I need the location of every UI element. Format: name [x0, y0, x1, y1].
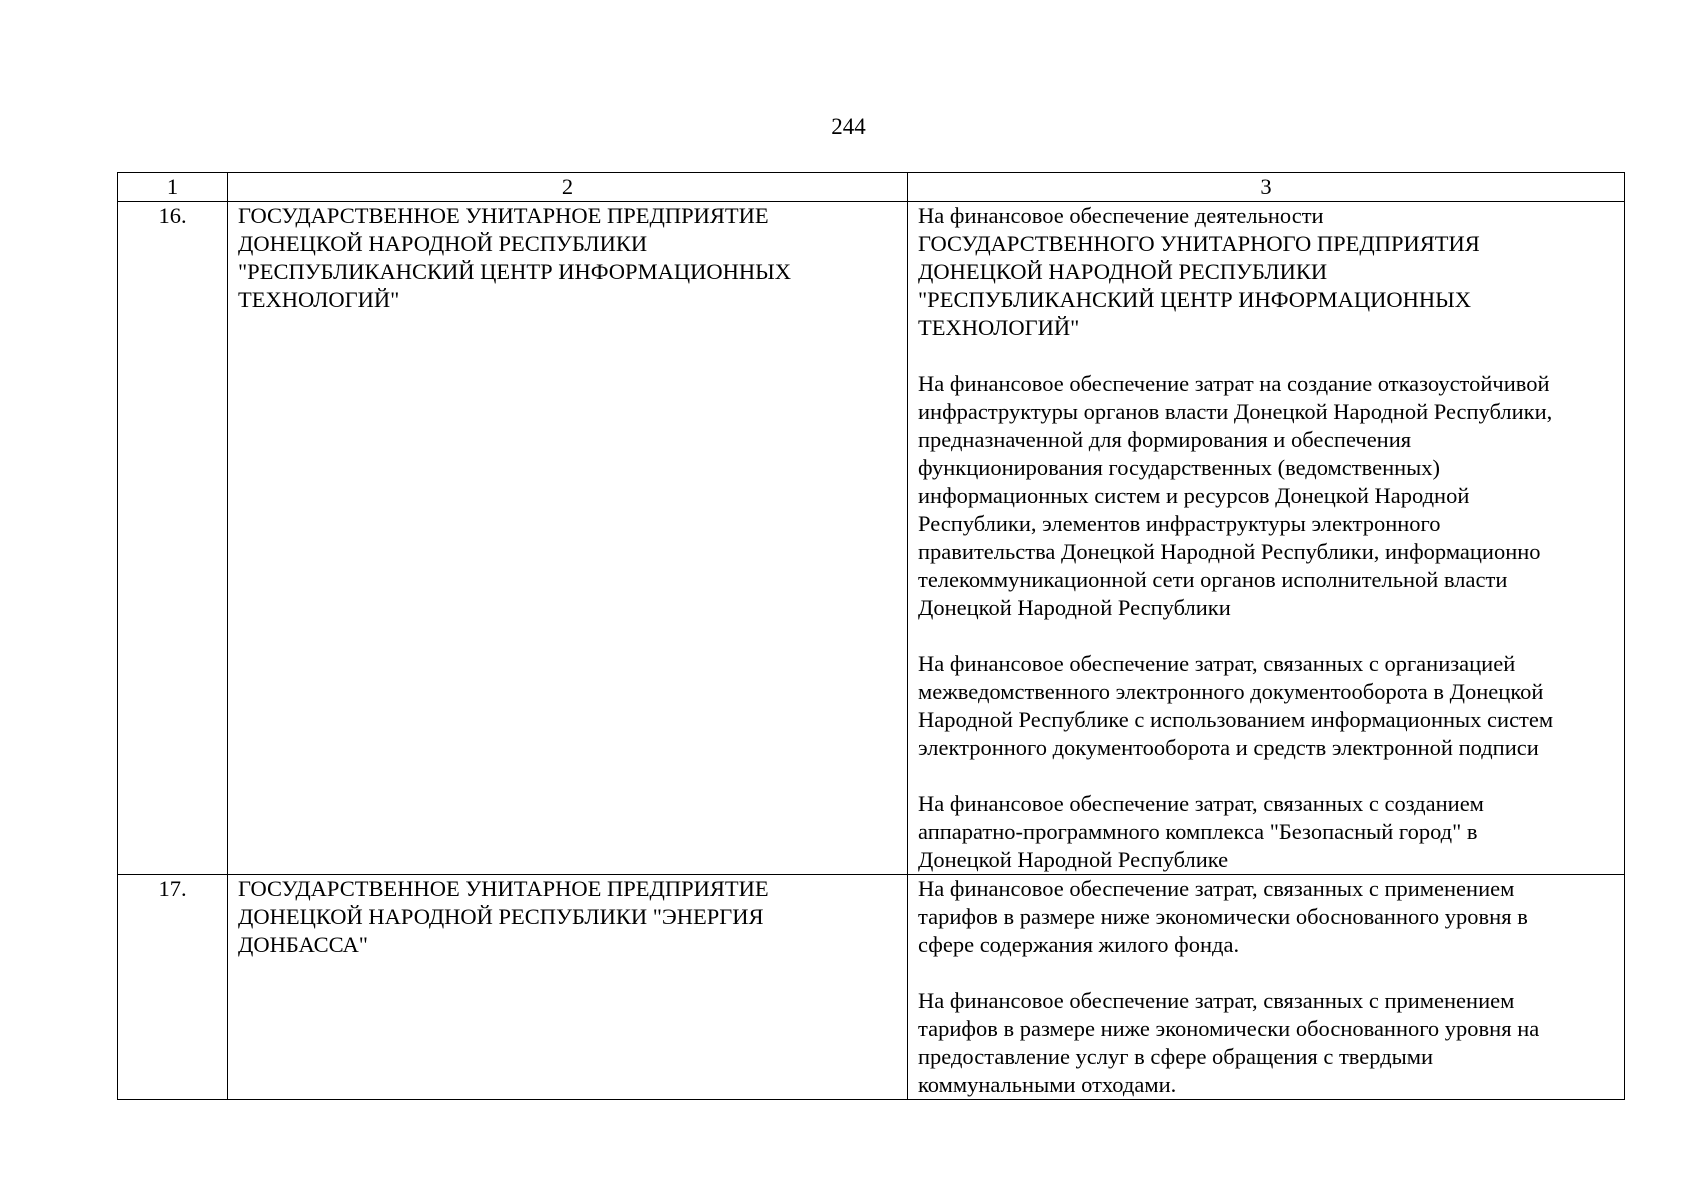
- purpose-paragraph: На финансовое обеспечение затрат, связанных с организацией межведомственного электронного документооборота в Донецкой Народной Республике с использованием информационных систем электронного документооборота и средств электронной подписи: [918, 651, 1554, 760]
- row-number: 16.: [118, 202, 228, 875]
- purpose-paragraph: На финансовое обеспечение затрат, связанных с применением тарифов в размере ниже экономически обоснованного уровня на предоставление услуг в сфере обращения с твердыми коммунальными отходами.: [918, 988, 1540, 1097]
- column-number-2: 2: [228, 173, 908, 202]
- purpose-paragraph: На финансовое обеспечение деятельности ГОСУДАРСТВЕННОГО УНИТАРНОГО ПРЕДПРИЯТИЯ ДОНЕЦКОЙ НАРОДНОЙ РЕСПУБЛИКИ "РЕСПУБЛИКАНСКИЙ ЦЕНТР ИНФОРМАЦИОННЫХ ТЕХНОЛОГИЙ": [918, 203, 1480, 340]
- table-row: [118, 202, 1625, 875]
- purpose-cell: [908, 875, 1625, 1100]
- purpose-paragraph: На финансовое обеспечение затрат, связанных с созданием аппаратно-программного комплекса "Безопасный город" в Донецкой Народной Республике: [918, 791, 1484, 872]
- subsidy-table: [117, 172, 1625, 1100]
- organization-name: ГОСУДАРСТВЕННОЕ УНИТАРНОЕ ПРЕДПРИЯТИЕ ДОНЕЦКОЙ НАРОДНОЙ РЕСПУБЛИКИ "РЕСПУБЛИКАНСКИЙ ЦЕНТР ИНФОРМАЦИОННЫХ ТЕХНОЛОГИЙ": [228, 202, 908, 875]
- purpose-cell: [908, 202, 1625, 875]
- purpose-paragraph: На финансовое обеспечение затрат на создание отказоустойчивой инфраструктуры органов власти Донецкой Народной Республики, предназначенной для формирования и обеспечения функционирования государственных (ведомственных) информационных систем и ресурсов Донецкой Народной Республики, элементов инфраструктуры электронного правительства Донецкой Народной Республики, информационно телекоммуникационной сети органов исполнительной власти Донецкой Народной Республики: [918, 371, 1553, 620]
- table-row: [118, 875, 1625, 1100]
- table-header-row: [118, 173, 1625, 202]
- organization-name: ГОСУДАРСТВЕННОЕ УНИТАРНОЕ ПРЕДПРИЯТИЕ ДОНЕЦКОЙ НАРОДНОЙ РЕСПУБЛИКИ "ЭНЕРГИЯ ДОНБАССА": [228, 875, 908, 1100]
- row-number: 17.: [118, 875, 228, 1100]
- purpose-paragraph: На финансовое обеспечение затрат, связанных с применением тарифов в размере ниже экономически обоснованного уровня в сфере содержания жилого фонда.: [918, 876, 1528, 957]
- column-number-1: 1: [118, 173, 228, 202]
- column-number-3: 3: [908, 173, 1625, 202]
- page-number: 244: [831, 114, 866, 139]
